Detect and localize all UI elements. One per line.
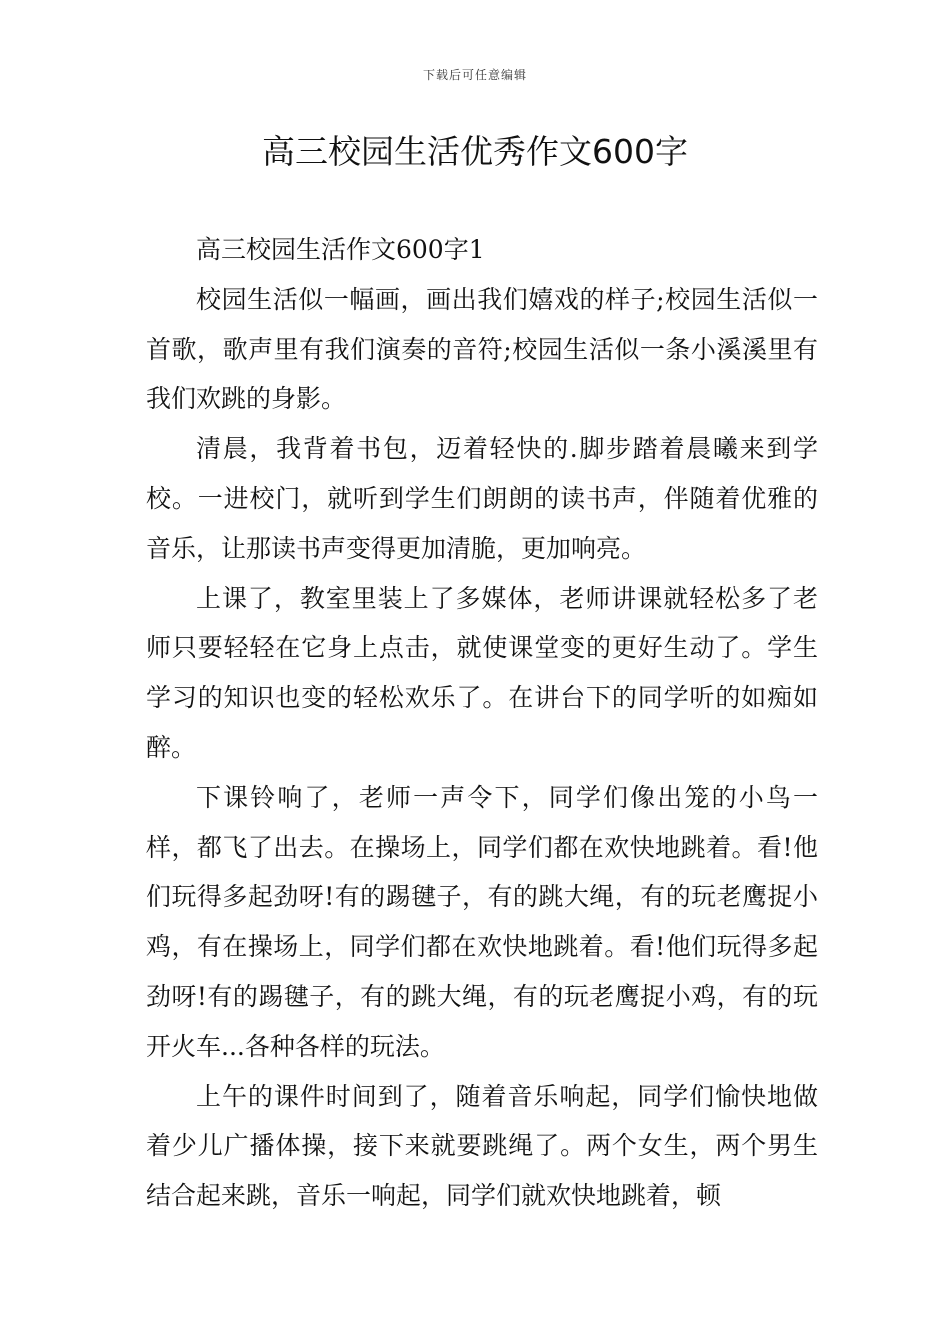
paragraph: 清晨，我背着书包，迈着轻快的.脚步踏着晨曦来到学校。一进校门，就听到学生们朗朗的读书声，伴随着优雅的音乐，让那读书声变得更加清脆，更加响亮。 [146, 434, 818, 563]
paragraph: 上课了，教室里装上了多媒体，老师讲课就轻松多了老师只要轻轻在它身上点击，就使课堂变的更好生动了。学生学习的知识也变的轻松欢乐了。在讲台下的同学听的如痴如醉。 [146, 583, 818, 762]
paragraph: 上午的课件时间到了，随着音乐响起，同学们愉快地做着少儿广播体操，接下来就要跳绳了。两个女生，两个男生结合起来跳，音乐一响起，同学们就欢快地跳着，顿 [146, 1081, 818, 1211]
paragraph-subtitle: 高三校园生活作文600字1 [196, 235, 485, 264]
document-title: 高三校园生活优秀作文600字 [262, 132, 688, 171]
document-body [146, 225, 818, 1221]
header-note: 下载后可任意编辑 [422, 68, 527, 82]
paragraph: 下课铃响了，老师一声令下，同学们像出笼的小鸟一样，都飞了出去。在操场上，同学们都在欢快地跳着。看!他们玩得多起劲呀!有的踢毽子，有的跳大绳，有的玩老鹰捉小鸡，有在操场上，同学们都在欢快地跳着。看!他们玩得多起劲呀!有的踢毽子，有的跳大绳，有的玩老鹰捉小鸡，有的玩开火车...各种各样的玩法。 [146, 782, 818, 1061]
paragraph: 校园生活似一幅画，画出我们嬉戏的样子;校园生活似一首歌，歌声里有我们演奏的音符;校园生活似一条小溪溪里有我们欢跳的身影。 [146, 284, 818, 414]
